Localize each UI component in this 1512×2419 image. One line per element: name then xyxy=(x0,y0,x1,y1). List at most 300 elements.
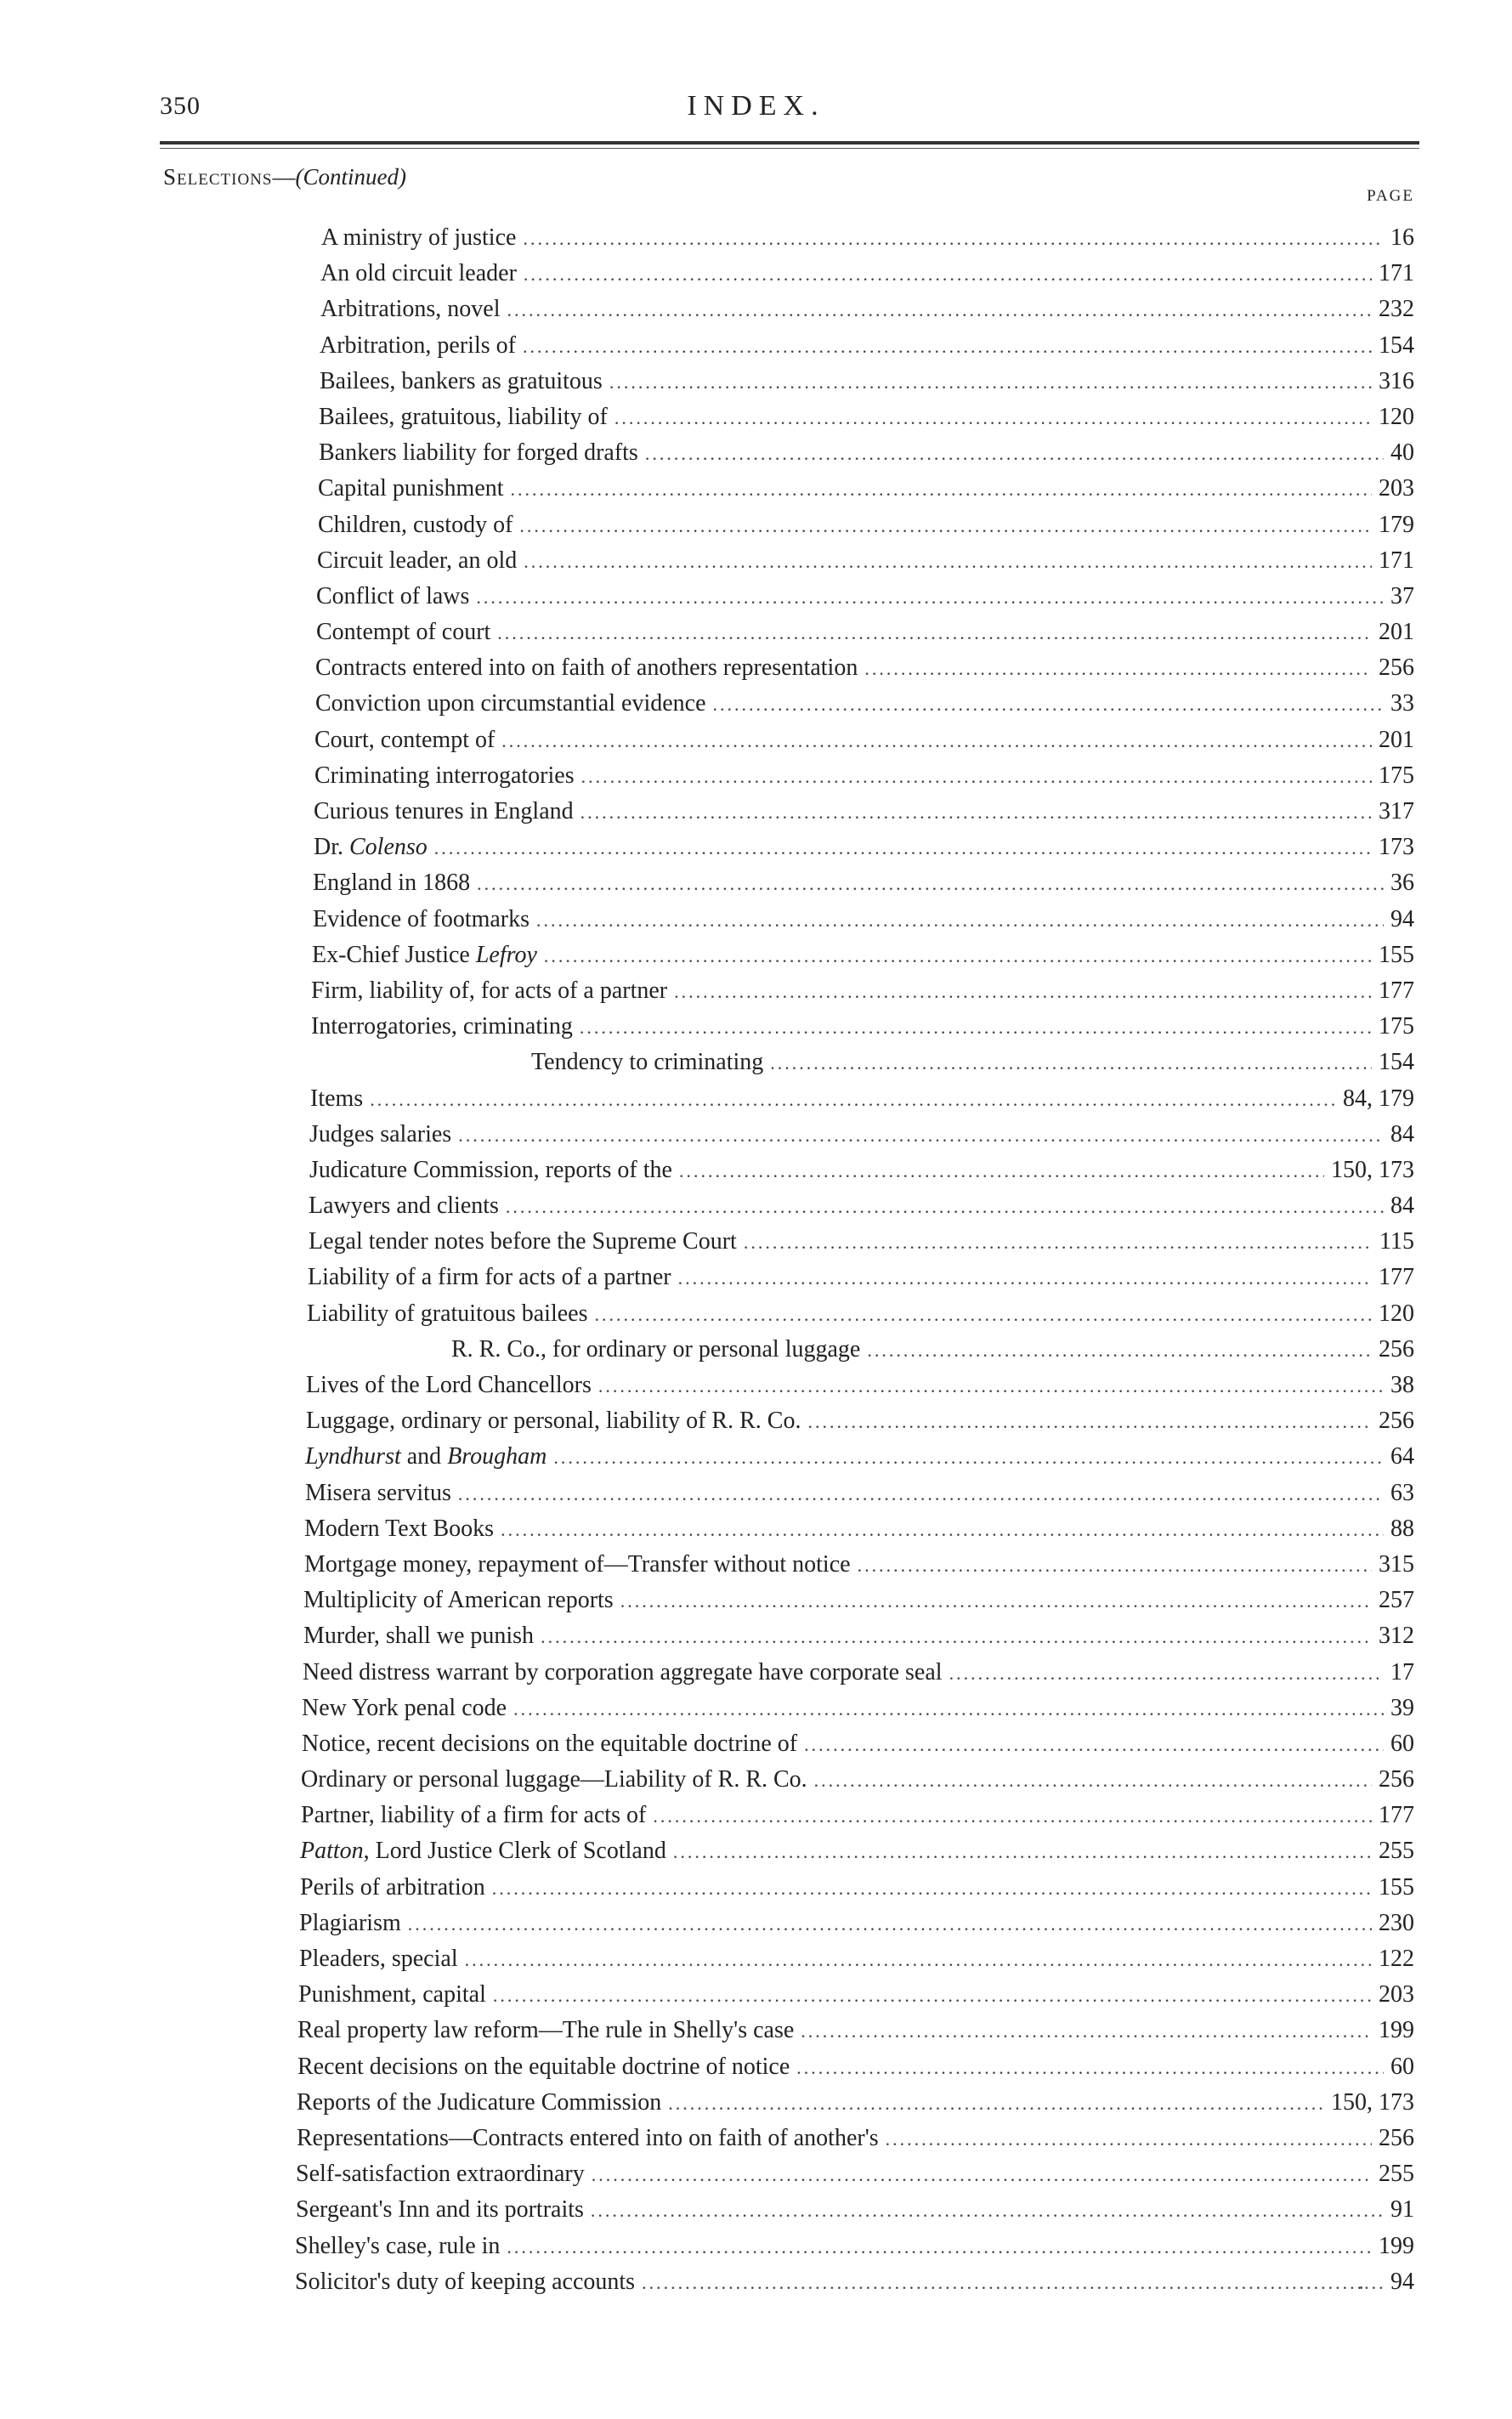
index-entry xyxy=(0,1691,1512,1726)
index-entry xyxy=(0,2085,1512,2121)
entry-title xyxy=(531,1045,763,1080)
index-entry xyxy=(0,1583,1512,1618)
entry-title xyxy=(320,364,603,399)
entry-title-text: Items xyxy=(310,1085,364,1112)
entry-title-text: Criminating interrogatories xyxy=(314,762,575,789)
entry-title xyxy=(319,435,638,471)
entry-title xyxy=(315,650,858,686)
header-rule-thick xyxy=(160,141,1419,144)
stray-mark xyxy=(1360,2286,1362,2289)
entry-page: 60 xyxy=(1390,1730,1414,1757)
entry-title-text: A ministry of justice xyxy=(321,224,517,251)
entry-title xyxy=(302,1691,507,1726)
entry-title xyxy=(451,1332,860,1368)
entry-title xyxy=(306,1368,592,1403)
dot-leader xyxy=(949,1656,1384,1691)
entry-title-text: , Lord Justice Clerk of Scotland xyxy=(363,1838,666,1865)
dot-leader xyxy=(507,2229,1372,2265)
entry-title-text: Punishment, capital xyxy=(298,1981,486,2008)
entry-title xyxy=(309,1188,499,1224)
dot-leader xyxy=(867,1333,1372,1368)
entry-title-text: Capital punishment xyxy=(318,475,504,502)
entry-page: 154 xyxy=(1379,331,1414,359)
index-entry xyxy=(0,1153,1512,1188)
dot-leader xyxy=(434,830,1372,866)
entry-page: 39 xyxy=(1390,1694,1414,1721)
dot-leader xyxy=(523,221,1384,257)
section-separator: — xyxy=(272,164,296,190)
entry-title-text: Partner, liability of a firm for acts of xyxy=(301,1802,647,1829)
entry-page: 94 xyxy=(1390,905,1414,932)
dot-leader xyxy=(642,2265,1384,2301)
entry-page: 115 xyxy=(1379,1228,1414,1255)
running-title: INDEX. xyxy=(687,90,825,122)
entry-page: 256 xyxy=(1379,1335,1414,1362)
entry-title-text: Recent decisions on the equitable doctrine of notice xyxy=(297,2053,790,2080)
entry-page: 37 xyxy=(1390,582,1414,609)
entry-title xyxy=(295,2229,500,2264)
index-entry xyxy=(0,1117,1512,1153)
entry-title-text: Arbitration, perils of xyxy=(320,331,516,359)
index-entry xyxy=(0,1188,1512,1224)
entry-title xyxy=(297,2085,661,2121)
entry-title xyxy=(299,1941,458,1977)
entry-title-text: Arbitrations, novel xyxy=(320,296,501,323)
index-entry xyxy=(0,686,1512,722)
dot-leader xyxy=(653,1799,1372,1834)
index-entry xyxy=(0,722,1512,758)
entry-title-italic: Patton xyxy=(300,1838,364,1865)
index-entry xyxy=(0,2229,1512,2264)
entry-title-text: New York penal code xyxy=(302,1694,507,1721)
entry-page: 40 xyxy=(1390,439,1414,467)
entry-page: 315 xyxy=(1379,1550,1414,1578)
index-entry xyxy=(0,364,1512,399)
entry-title xyxy=(296,2192,584,2228)
entry-page: 84 xyxy=(1390,1193,1414,1220)
index-entry xyxy=(0,650,1512,686)
entry-title-text: Misera servitus xyxy=(305,1479,451,1506)
entry-title-text: Pleaders, special xyxy=(299,1946,458,1972)
index-entry xyxy=(0,1762,1512,1798)
section-heading xyxy=(163,164,406,190)
index-entry xyxy=(0,1403,1512,1439)
entry-title-text: Lawyers and clients xyxy=(309,1193,499,1220)
entry-title-text: Sergeant's Inn and its portraits xyxy=(296,2196,584,2224)
index-entries xyxy=(0,220,1512,2300)
entry-title xyxy=(309,1117,451,1153)
entry-page: 173 xyxy=(1379,834,1414,861)
entry-page: 150, 173 xyxy=(1331,1156,1414,1183)
dot-leader xyxy=(592,2157,1372,2193)
index-entry xyxy=(0,758,1512,794)
entry-page: 201 xyxy=(1379,726,1414,753)
entry-title xyxy=(320,292,501,327)
dot-leader xyxy=(511,472,1372,507)
entry-title xyxy=(307,1296,587,1332)
index-entry xyxy=(0,1224,1512,1260)
entry-title xyxy=(305,1476,451,1511)
index-entry xyxy=(0,1009,1512,1045)
entry-title xyxy=(320,328,516,364)
entry-title xyxy=(295,2264,635,2300)
entry-page: 155 xyxy=(1379,1873,1414,1901)
entry-title-italic: Lefroy xyxy=(475,941,537,968)
entry-title xyxy=(297,2121,879,2156)
entry-page: 63 xyxy=(1390,1479,1414,1506)
entry-title-text: and xyxy=(400,1443,448,1470)
dot-leader xyxy=(679,1153,1324,1189)
entry-title-text: Court, contempt of xyxy=(314,726,496,753)
entry-title-text: Lives of the Lord Chancellors xyxy=(306,1372,592,1398)
entry-title xyxy=(303,1655,943,1691)
index-entry xyxy=(0,1977,1512,2013)
index-entry xyxy=(0,1511,1512,1547)
index-entry xyxy=(0,1547,1512,1583)
entry-title-text: Bailees, gratuitous, liability of xyxy=(319,403,608,430)
index-entry xyxy=(0,973,1512,1009)
entry-title-text: Notice, recent decisions on the equitable doctrine of xyxy=(302,1730,798,1757)
entry-title-text: Multiplicity of American reports xyxy=(303,1587,614,1614)
index-entry xyxy=(0,1332,1512,1368)
dot-leader xyxy=(465,1942,1372,1978)
dot-leader xyxy=(524,544,1372,580)
entry-page: 312 xyxy=(1379,1623,1414,1650)
dot-leader xyxy=(801,2014,1372,2049)
entry-title xyxy=(306,1403,801,1439)
index-entry xyxy=(0,1081,1512,1117)
dot-leader xyxy=(804,1727,1384,1763)
entry-page: 255 xyxy=(1379,2161,1414,2188)
entry-page: 201 xyxy=(1379,619,1414,646)
entry-title xyxy=(297,2013,794,2048)
entry-page: 17 xyxy=(1390,1658,1414,1685)
dot-leader xyxy=(645,436,1384,472)
entry-title-text: Contempt of court xyxy=(316,619,491,646)
dot-leader xyxy=(674,974,1372,1010)
index-entry xyxy=(0,292,1512,327)
entry-title-text: Dr. xyxy=(314,834,349,861)
entry-title-text: Plagiarism xyxy=(299,1909,401,1936)
index-entry xyxy=(0,902,1512,938)
entry-title-text: Reports of the Judicature Commission xyxy=(297,2088,662,2116)
entry-page: 150, 173 xyxy=(1331,2088,1414,2116)
entry-page: 120 xyxy=(1379,403,1414,430)
dot-leader xyxy=(519,508,1372,544)
index-entry xyxy=(0,507,1512,543)
dot-leader xyxy=(614,400,1372,436)
dot-leader xyxy=(814,1763,1372,1799)
entry-page: 175 xyxy=(1379,1013,1414,1040)
index-entry xyxy=(0,1260,1512,1295)
entry-page: 179 xyxy=(1379,511,1414,538)
dot-leader xyxy=(807,1404,1372,1440)
entry-title-text: Curious tenures in England xyxy=(314,798,574,824)
section-name: Selections xyxy=(163,164,273,190)
entry-title xyxy=(302,1726,797,1762)
dot-leader xyxy=(492,1871,1372,1906)
entry-title-text: Conviction upon circumstantial evidence xyxy=(315,690,706,717)
index-entry xyxy=(0,543,1512,579)
index-entry xyxy=(0,1655,1512,1691)
entry-title-text: Contracts entered into on faith of anothers representation xyxy=(315,654,858,682)
index-entry xyxy=(0,435,1512,471)
entry-title-text: England in 1868 xyxy=(313,870,471,897)
entry-title-text: Liability of a firm for acts of a partner xyxy=(308,1264,671,1291)
entry-title xyxy=(300,1870,485,1906)
dot-leader xyxy=(524,257,1372,292)
index-entry xyxy=(0,1476,1512,1511)
index-entry xyxy=(0,865,1512,901)
entry-page: 203 xyxy=(1379,475,1414,502)
dot-leader xyxy=(581,759,1372,795)
entry-title-text: R. R. Co., for ordinary or personal luggage xyxy=(451,1335,861,1362)
header-rule-thin xyxy=(160,148,1419,149)
entry-page: 316 xyxy=(1379,367,1414,394)
dot-leader xyxy=(501,1512,1384,1548)
index-entry xyxy=(0,328,1512,364)
entry-title xyxy=(301,1762,807,1798)
dot-leader xyxy=(668,2086,1324,2122)
dot-leader xyxy=(591,2193,1384,2229)
index-entry xyxy=(0,1726,1512,1762)
entry-title-text: Children, custody of xyxy=(318,511,513,538)
entry-title xyxy=(296,2156,585,2192)
index-entry xyxy=(0,220,1512,256)
dot-leader xyxy=(858,1548,1372,1583)
entry-page: 64 xyxy=(1390,1443,1414,1470)
entry-page: 38 xyxy=(1390,1372,1414,1398)
entry-title xyxy=(314,830,428,865)
entry-title-text: Judges salaries xyxy=(309,1120,452,1147)
dot-leader xyxy=(678,1260,1372,1296)
index-entry xyxy=(0,1906,1512,1941)
entry-page: 171 xyxy=(1379,260,1414,287)
index-entry xyxy=(0,1439,1512,1475)
dot-leader xyxy=(523,329,1372,365)
entry-page: 91 xyxy=(1390,2196,1414,2224)
entry-title xyxy=(314,794,574,830)
dot-leader xyxy=(536,903,1384,938)
index-entry xyxy=(0,2192,1512,2228)
entry-title-text: Luggage, ordinary or personal, liability of R. R. Co. xyxy=(306,1408,801,1435)
entry-page: 177 xyxy=(1379,977,1414,1004)
entry-title xyxy=(305,1439,546,1475)
entry-page: 36 xyxy=(1390,870,1414,897)
section-continued: (Continued) xyxy=(295,164,406,190)
dot-leader xyxy=(744,1225,1373,1260)
entry-title xyxy=(304,1547,851,1583)
index-entry xyxy=(0,794,1512,830)
dot-leader xyxy=(497,615,1372,651)
dot-leader xyxy=(673,1834,1372,1870)
entry-title xyxy=(309,1153,672,1188)
dot-leader xyxy=(553,1440,1384,1476)
entry-title xyxy=(312,938,537,973)
entry-title xyxy=(298,1977,486,2013)
entry-title-text: Tendency to criminating xyxy=(531,1049,764,1076)
entry-title xyxy=(315,686,706,722)
entry-page: 317 xyxy=(1379,798,1414,824)
entry-page: 171 xyxy=(1379,547,1414,574)
index-entry xyxy=(0,256,1512,292)
entry-page: 230 xyxy=(1379,1909,1414,1936)
dot-leader xyxy=(580,1010,1372,1045)
entry-page: 84, 179 xyxy=(1343,1085,1414,1112)
entry-title-text: Need distress warrant by corporation aggregate have corporate seal xyxy=(303,1658,943,1685)
entry-page: 120 xyxy=(1379,1300,1414,1327)
dot-leader xyxy=(886,2122,1372,2157)
dot-leader xyxy=(598,1368,1384,1404)
entry-title xyxy=(313,865,470,901)
entry-page: 16 xyxy=(1390,224,1414,251)
dot-leader xyxy=(501,723,1372,759)
entry-title-text: Mortgage money, repayment of—Transfer without notice xyxy=(304,1550,851,1578)
entry-title xyxy=(319,399,608,435)
entry-title-text: Evidence of footmarks xyxy=(313,905,530,932)
entry-title-text: Modern Text Books xyxy=(304,1515,495,1542)
entry-title-text: Circuit leader, an old xyxy=(317,547,518,574)
entry-title-text: Ordinary or personal luggage—Liability of R. R. Co. xyxy=(301,1766,807,1793)
entry-title xyxy=(308,1260,671,1295)
dot-leader xyxy=(493,1978,1372,2014)
index-entry xyxy=(0,2013,1512,2048)
dot-leader xyxy=(507,292,1372,328)
entry-page: 256 xyxy=(1379,1766,1414,1793)
entry-title-text: Ex-Chief Justice xyxy=(312,941,476,968)
index-entry xyxy=(0,1368,1512,1403)
dot-leader xyxy=(544,938,1372,974)
entry-page: 122 xyxy=(1379,1946,1414,1972)
dot-leader xyxy=(594,1297,1372,1333)
entry-title xyxy=(309,1224,737,1260)
entry-title xyxy=(297,2049,790,2085)
dot-leader xyxy=(620,1583,1372,1619)
dot-leader xyxy=(458,1476,1384,1512)
entry-title xyxy=(301,1798,646,1833)
entry-page: 33 xyxy=(1390,690,1414,717)
entry-title xyxy=(314,758,575,794)
page-column-label: PAGE xyxy=(1367,187,1414,205)
dot-leader xyxy=(370,1082,1336,1118)
entry-page: 199 xyxy=(1379,2232,1414,2259)
dot-leader xyxy=(609,365,1372,400)
entry-page: 60 xyxy=(1390,2053,1414,2080)
index-entry xyxy=(0,1296,1512,1332)
index-entry xyxy=(0,399,1512,435)
dot-leader xyxy=(796,2050,1384,2086)
entry-title-text: Perils of arbitration xyxy=(300,1873,485,1901)
index-entry xyxy=(0,471,1512,507)
dot-leader xyxy=(513,1691,1384,1727)
entry-title xyxy=(321,220,516,256)
entry-page: 199 xyxy=(1379,2017,1414,2044)
dot-leader xyxy=(580,795,1372,830)
index-entry xyxy=(0,579,1512,615)
entry-page: 94 xyxy=(1390,2268,1414,2295)
entry-title xyxy=(318,507,512,543)
index-entry xyxy=(0,2121,1512,2156)
entry-title-text: Judicature Commission, reports of the xyxy=(309,1156,672,1183)
dot-leader xyxy=(477,866,1384,902)
index-entry xyxy=(0,615,1512,650)
entry-title xyxy=(311,1009,573,1045)
entry-title-text: Self-satisfaction extraordinary xyxy=(296,2161,585,2188)
dot-leader xyxy=(506,1189,1384,1225)
entry-page: 177 xyxy=(1379,1802,1414,1829)
entry-title xyxy=(320,256,517,292)
entry-title xyxy=(314,722,495,758)
entry-title-text: Real property law reform—The rule in Shelly's case xyxy=(297,2017,795,2044)
entry-title-text: Liability of gratuitous bailees xyxy=(307,1300,588,1327)
entry-title xyxy=(303,1583,614,1618)
dot-leader xyxy=(864,651,1372,687)
entry-title-italic: Colenso xyxy=(349,834,428,861)
entry-page: 256 xyxy=(1379,1408,1414,1435)
entry-title xyxy=(311,973,667,1009)
entry-title xyxy=(303,1618,534,1654)
entry-title xyxy=(316,615,490,650)
index-entry xyxy=(0,2156,1512,2192)
index-entry xyxy=(0,1798,1512,1833)
entry-title-text: Bailees, bankers as gratuitous xyxy=(320,367,603,394)
index-entry xyxy=(0,2049,1512,2085)
entry-page: 256 xyxy=(1379,2124,1414,2151)
entry-page: 88 xyxy=(1390,1515,1414,1542)
entry-title-text: Shelley's case, rule in xyxy=(295,2232,501,2259)
entry-title-text: Representations—Contracts entered into on faith of another's xyxy=(297,2124,879,2151)
dot-leader xyxy=(458,1118,1384,1153)
index-entry xyxy=(0,1618,1512,1654)
entry-title xyxy=(317,543,517,579)
entry-title xyxy=(316,579,469,615)
entry-page: 203 xyxy=(1379,1981,1414,2008)
entry-title-text: Firm, liability of, for acts of a partner xyxy=(311,977,668,1004)
entry-page: 155 xyxy=(1379,941,1414,968)
index-entry xyxy=(0,2264,1512,2300)
entry-page: 84 xyxy=(1390,1120,1414,1147)
entry-title xyxy=(300,1833,666,1869)
index-entry xyxy=(0,1045,1512,1080)
entry-title-text: Conflict of laws xyxy=(316,582,470,609)
entry-page: 177 xyxy=(1379,1264,1414,1291)
entry-page: 255 xyxy=(1379,1838,1414,1865)
entry-title-text: Murder, shall we punish xyxy=(303,1623,535,1650)
entry-page: 175 xyxy=(1379,762,1414,789)
entry-title xyxy=(304,1511,494,1547)
entry-page: 232 xyxy=(1379,296,1414,323)
entry-title-text: Solicitor's duty of keeping accounts xyxy=(295,2268,636,2295)
index-entry xyxy=(0,1833,1512,1869)
entry-title-text: Bankers liability for forged drafts xyxy=(319,439,638,467)
dot-leader xyxy=(476,580,1384,615)
entry-title-text: Interrogatories, criminating xyxy=(311,1013,573,1040)
entry-title xyxy=(299,1906,401,1941)
dot-leader xyxy=(713,687,1384,722)
entry-page: 154 xyxy=(1379,1049,1414,1076)
dot-leader xyxy=(770,1045,1372,1081)
page-number: 350 xyxy=(160,92,201,120)
entry-title xyxy=(310,1081,363,1117)
index-entry xyxy=(0,938,1512,973)
entry-title-italic: Lyndhurst xyxy=(305,1443,401,1470)
index-entry xyxy=(0,1941,1512,1977)
dot-leader xyxy=(541,1619,1372,1655)
entry-title-text: An old circuit leader xyxy=(320,260,517,287)
dot-leader xyxy=(408,1906,1372,1942)
entry-page: 256 xyxy=(1379,654,1414,682)
entry-page: 257 xyxy=(1379,1587,1414,1614)
